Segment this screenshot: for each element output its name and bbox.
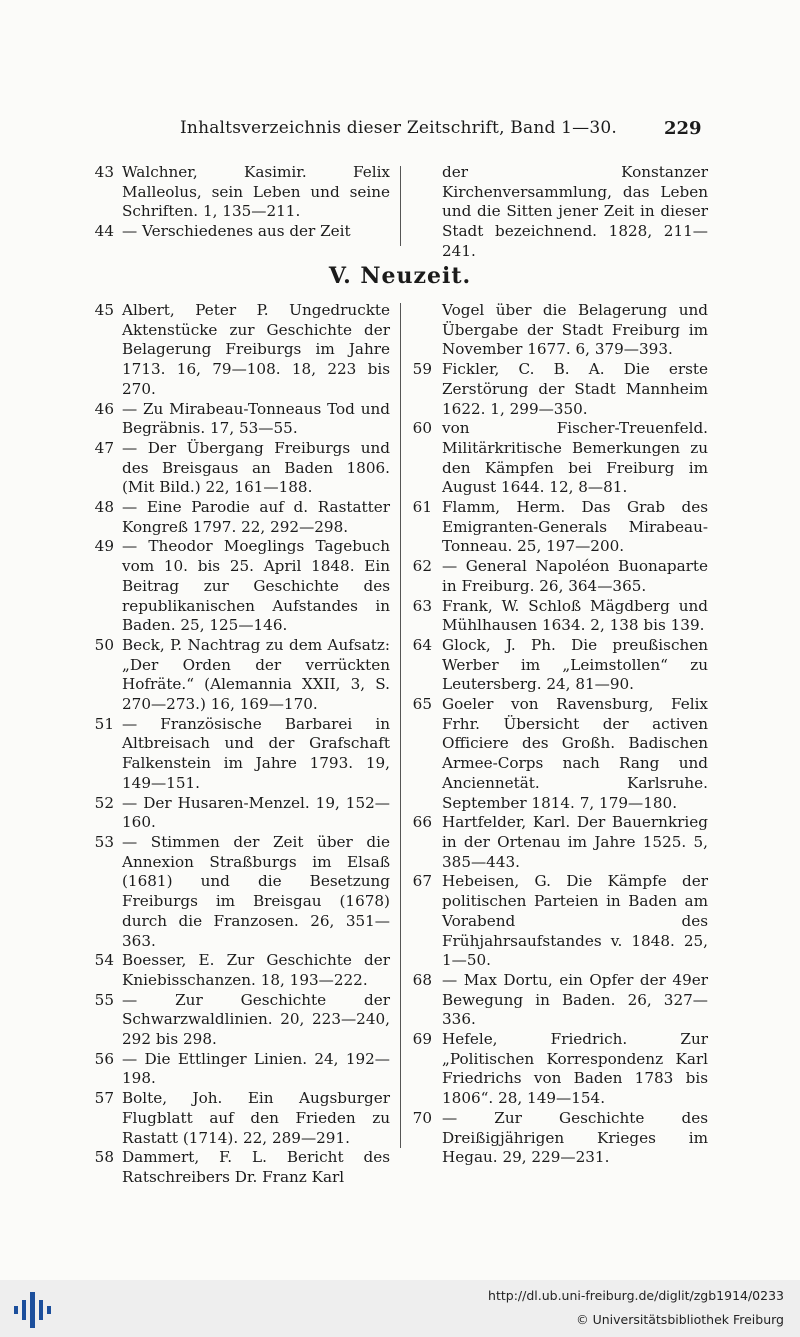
top-left-column [90, 163, 390, 242]
entry-number: 68 [412, 970, 432, 989]
entry-text: Beck, P. Nachtrag zu dem Aufsatz: „Der Orden der verrückten Hofräte.“ (Alemannia XXII, 3, S. 270—273.) 16, 169—170. [122, 635, 390, 714]
entry-text: — Max Dortu, ein Opfer der 49er Bewegung in Baden. 26, 327—336. [442, 970, 708, 1029]
left-column [90, 301, 390, 1188]
page-number: 229 [664, 118, 702, 139]
index-entry [90, 163, 390, 222]
column-divider [400, 303, 401, 1148]
index-entry [90, 1148, 390, 1187]
entry-number: 67 [412, 872, 432, 891]
index-entry [90, 439, 390, 498]
index-entry [412, 597, 708, 636]
entry-number: 50 [94, 635, 114, 654]
entry-text: Boesser, E. Zur Geschichte der Kniebisschanzen. 18, 193—222. [122, 951, 390, 989]
copyright-notice: © Universitätsbibliothek Freiburg [576, 1312, 784, 1327]
permalink-url[interactable]: http://dl.ub.uni-freiburg.de/diglit/zgb1914/0233 [488, 1288, 784, 1303]
entry-text: — Der Husaren-Menzel. 19, 152—160. [122, 793, 390, 832]
entry-number: 44 [94, 222, 114, 241]
entry-number: 43 [94, 163, 114, 181]
entry-number: 64 [412, 635, 432, 654]
top-right-column [412, 163, 708, 262]
entry-number: 69 [412, 1030, 432, 1049]
index-entry [412, 813, 708, 872]
index-entry [412, 557, 708, 596]
entry-text: Albert, Peter P. Ungedruckte Aktenstücke zur Geschichte der Belagerung Freiburgs im Jahre 1713. 16, 79—108. 18, 223 bis 270. [122, 301, 390, 398]
index-entry [90, 222, 390, 242]
entry-text: — Zur Geschichte des Dreißigjährigen Krieges im Hegau. 29, 229—231. [442, 1108, 708, 1167]
index-entry [412, 360, 708, 419]
entry-text: — General Napoléon Buonaparte in Freiburg. 26, 364—365. [442, 557, 708, 595]
entry-text: — Verschiedenes aus der Zeit [122, 222, 351, 241]
index-entry [90, 636, 390, 715]
entry-number: 66 [412, 813, 432, 832]
running-title: Inhaltsverzeichnis dieser Zeitschrift, Band 1—30. [180, 118, 618, 138]
entry-text: Fickler, C. B. A. Die erste Zerstörung der Stadt Mannheim 1622. 1, 299—350. [442, 360, 708, 418]
index-entry [412, 695, 708, 813]
entry-text: — Die Ettlinger Linien. 24, 192—198. [122, 1049, 390, 1088]
index-entry [90, 715, 390, 794]
entry-text: — Theodor Moeglings Tagebuch vom 10. bis 25. April 1848. Ein Beitrag zur Geschichte des republikanischen Aufstandes in Baden. 25, 125—146. [122, 537, 390, 635]
entry-continuation: der Konstanzer Kirchenversammlung, das Leben und die Sitten jener Zeit in dieser Stadt bezeichnend. 1828, 211—241. [442, 163, 708, 260]
entry-text: — Französische Barbarei in Altbreisach und der Grafschaft Falkenstein im Jahre 1793. 19, 149—151. [122, 714, 390, 792]
entry-text: Flamm, Herm. Das Grab des Emigranten-Generals Mirabeau-Tonneau. 25, 197—200. [442, 498, 708, 556]
column-divider [400, 166, 401, 246]
entry-text: — Der Übergang Freiburgs und des Breisgaus an Baden 1806. (Mit Bild.) 22, 161—188. [122, 438, 390, 497]
entry-text: — Zur Geschichte der Schwarzwaldlinien. 20, 223—240, 292 bis 298. [122, 990, 390, 1049]
index-entry [412, 971, 708, 1030]
entry-number: 57 [94, 1089, 114, 1108]
index-entry [90, 498, 390, 537]
entry-number: 63 [412, 596, 432, 615]
entry-number: 53 [94, 832, 114, 851]
entry-text: Bolte, Joh. Ein Augsburger Flugblatt auf den Frieden zu Rastatt (1714). 22, 289—291. [122, 1089, 390, 1147]
index-entry [90, 794, 390, 833]
entry-text: Hefele, Friedrich. Zur „Politischen Korrespondenz Karl Friedrichs von Baden 1783 bis 1806“. 28, 149—154. [442, 1030, 708, 1108]
entry-text: — Eine Parodie auf d. Rastatter Kongreß 1797. 22, 292—298. [122, 498, 390, 536]
index-entry [90, 301, 390, 400]
entry-number: 62 [412, 557, 432, 576]
entry-continuation: Vogel über die Belagerung und Übergabe der Stadt Freiburg im November 1677. 6, 379—393. [442, 301, 708, 359]
entry-text: Walchner, Kasimir. Felix Malleolus, sein Leben und seine Schriften. 1, 135—211. [122, 163, 390, 221]
page-header [0, 118, 800, 142]
index-entry [412, 498, 708, 557]
entry-text: — Zu Mirabeau-Tonneaus Tod und Begräbnis. 17, 53—55. [122, 399, 390, 438]
entry-number: 49 [94, 537, 114, 556]
index-entry [412, 419, 708, 498]
index-entry [90, 537, 390, 636]
right-column [412, 301, 708, 1168]
entry-number: 56 [94, 1049, 114, 1068]
entry-text: Goeler von Ravensburg, Felix Frhr. Übersicht der activen Officiere des Großh. Badischen Armee-Corps nach Rang und Anciennetät. Karlsruhe. September 1814. 7, 179—180. [442, 695, 708, 812]
section-title: V. Neuzeit. [328, 263, 472, 289]
entry-number: 70 [412, 1108, 432, 1127]
index-entry [412, 872, 708, 971]
entry-number: 58 [94, 1148, 114, 1167]
entry-text: von Fischer-Treuenfeld. Militärkritische Bemerkungen zu den Kämpfen bei Freiburg im August 1644. 12, 8—81. [442, 419, 708, 497]
index-entry [412, 636, 708, 695]
entry-number: 55 [94, 990, 114, 1009]
index-entry [412, 1030, 708, 1109]
entry-text: Glock, J. Ph. Die preußischen Werber im „Leimstollen“ zu Leutersberg. 24, 81—90. [442, 635, 708, 694]
index-entry [90, 991, 390, 1050]
entry-number: 60 [412, 419, 432, 438]
viewer-footer [0, 1280, 800, 1337]
index-entry [90, 1089, 390, 1148]
index-entry [90, 833, 390, 951]
entry-number: 51 [94, 714, 114, 733]
index-entry [412, 1109, 708, 1168]
entry-number: 54 [94, 951, 114, 970]
entry-number: 46 [94, 399, 114, 418]
entry-number: 52 [94, 793, 114, 812]
entry-number: 65 [412, 695, 432, 714]
entry-number: 59 [412, 360, 432, 379]
entry-number: 47 [94, 438, 114, 457]
entry-number: 48 [94, 498, 114, 517]
entry-text: Hartfelder, Karl. Der Bauernkrieg in der Ortenau im Jahre 1525. 5, 385—443. [442, 813, 708, 871]
entry-text: Frank, W. Schloß Mägdberg und Mühlhausen 1634. 2, 138 bis 139. [442, 596, 708, 635]
index-entry [90, 400, 390, 439]
entry-text: Hebeisen, G. Die Kämpfe der politischen Parteien in Baden am Vorabend des Frühjahrsaufstandes v. 1848. 25, 1—50. [442, 872, 708, 970]
entry-number: 45 [94, 301, 114, 319]
entry-number: 61 [412, 498, 432, 517]
index-entry [90, 1050, 390, 1089]
entry-text: Dammert, F. L. Bericht des Ratschreibers Dr. Franz Karl [122, 1148, 390, 1186]
library-logo-icon [14, 1290, 54, 1330]
index-entry [90, 951, 390, 990]
entry-text: — Stimmen der Zeit über die Annexion Straßburgs im Elsaß (1681) und die Besetzung Freiburgs im Breisgau (1678) durch die Franzosen. 26, 351—363. [122, 832, 390, 950]
